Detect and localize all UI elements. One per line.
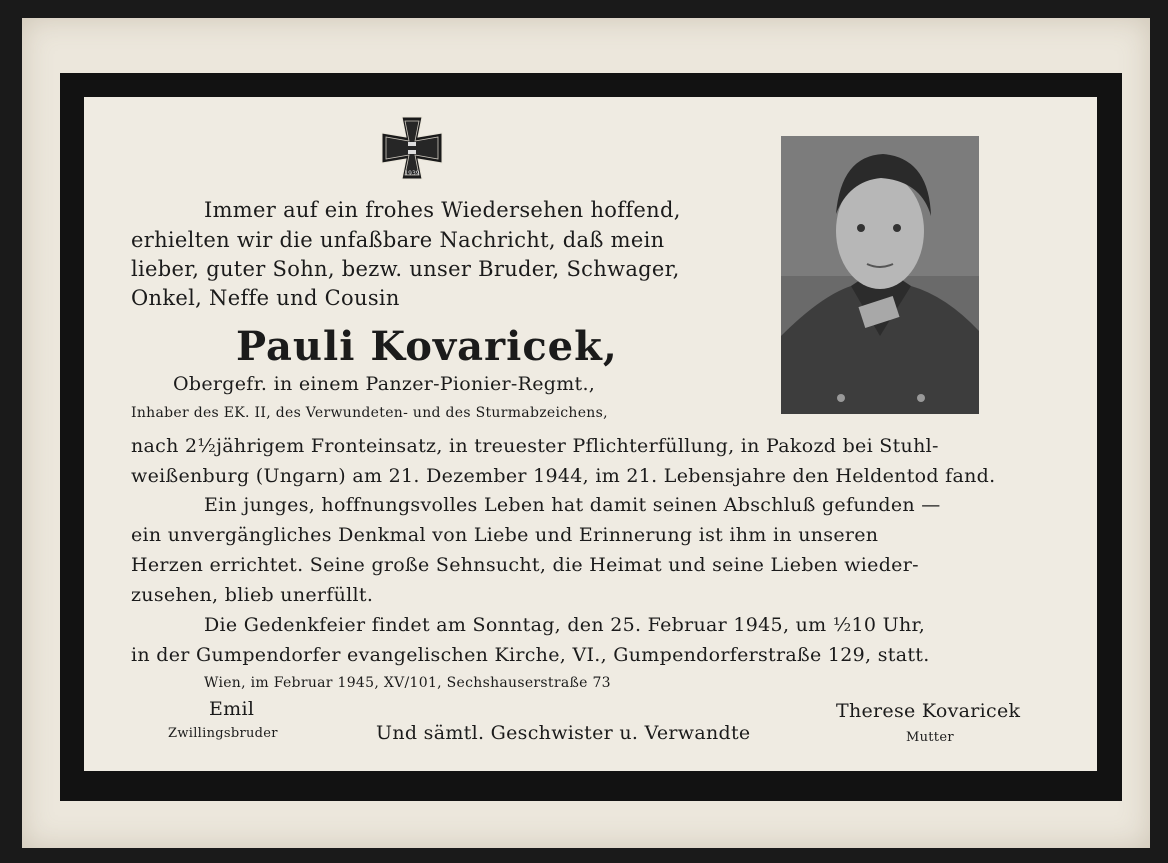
place-date-line: Wien, im Februar 1945, XV/101, Sechshauserstraße 73	[204, 675, 611, 691]
body-line-1: nach 2½jährigem Fronteinsatz, in treuester Pflichterfüllung, in Pakozd bei Stuhl-	[131, 435, 939, 457]
body-line-4: ein unvergängliches Denkmal von Liebe und Erinnerung ist ihm in unseren	[131, 524, 879, 546]
intro-line-2: erhielten wir die unfaßbare Nachricht, daß mein	[131, 228, 665, 252]
signature-therese-role: Mutter	[906, 730, 954, 745]
body-line-3: Ein junges, hoffnungsvolles Leben hat damit seinen Abschluß gefunden —	[204, 494, 941, 516]
signature-emil: Emil	[209, 698, 255, 720]
body-line-2: weißenburg (Ungarn) am 21. Dezember 1944, im 21. Lebensjahre den Heldentod fand.	[131, 465, 996, 487]
body-line-6: zusehen, blieb unerfüllt.	[131, 584, 374, 606]
portrait-photo	[781, 136, 979, 414]
rank-line: Obergefr. in einem Panzer-Pionier-Regmt.,	[173, 373, 596, 395]
body-line-5: Herzen errichtet. Seine große Sehnsucht, die Heimat und seine Lieben wieder-	[131, 554, 919, 576]
decorations-line: Inhaber des EK. II, des Verwundeten- und des Sturmabzeichens,	[131, 405, 608, 421]
body-line-8: in der Gumpendorfer evangelischen Kirche, VI., Gumpendorferstraße 129, statt.	[131, 644, 930, 666]
signature-therese: Therese Kovaricek	[836, 700, 1021, 722]
cross-year: 1939	[404, 170, 420, 177]
signature-emil-role: Zwillingsbruder	[168, 726, 278, 741]
body-line-7: Die Gedenkfeier findet am Sonntag, den 25. Februar 1945, um ½10 Uhr,	[204, 614, 926, 636]
intro-line-1: Immer auf ein frohes Wiedersehen hoffend,	[204, 198, 681, 222]
deceased-name: Pauli Kovaricek,	[236, 323, 618, 370]
iron-cross-icon	[380, 115, 444, 181]
intro-line-4: Onkel, Neffe und Cousin	[131, 286, 400, 310]
intro-line-3: lieber, guter Sohn, bezw. unser Bruder, Schwager,	[131, 257, 680, 281]
signature-family: Und sämtl. Geschwister u. Verwandte	[376, 722, 751, 744]
